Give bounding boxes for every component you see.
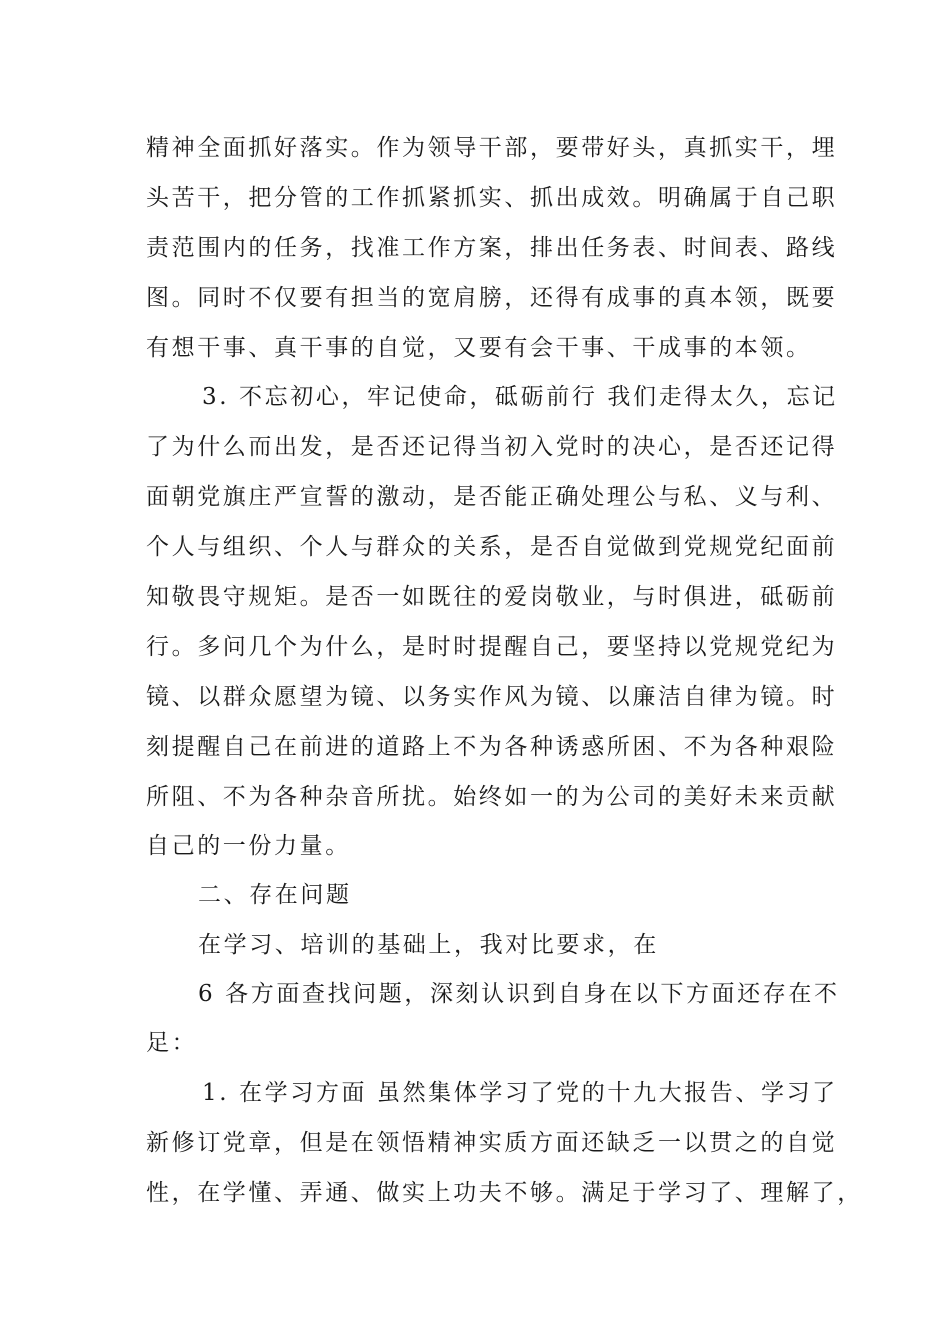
text-line-4: 图。同时不仅要有担当的宽肩膀，还得有成事的真本领，既要 — [146, 285, 838, 311]
text-line-9: 个人与组织、个人与群众的关系，是否自觉做到党规党纪面前 — [146, 534, 838, 560]
text-line-19: 足： — [146, 1030, 198, 1056]
text-line-18: 6 各方面查找问题，深刻认识到自身在以下方面还存在不 — [198, 981, 840, 1007]
text-line-1: 精神全面抓好落实。作为领导干部，要带好头，真抓实干，埋 — [146, 135, 838, 161]
text-line-12: 镜、以群众愿望为镜、以务实作风为镜、以廉洁自律为镜。时 — [146, 684, 838, 710]
text-line-2: 头苦干，把分管的工作抓紧抓实、抓出成效。明确属于自己职 — [146, 185, 838, 211]
text-line-7: 了为什么而出发，是否还记得当初入党时的决心，是否还记得 — [146, 434, 838, 460]
text-line-10: 知敬畏守规矩。是否一如既往的爱岗敬业，与时俱进，砥砺前 — [146, 584, 838, 610]
text-line-14: 所阻、不为各种杂音所扰。始终如一的为公司的美好未来贡献 — [146, 784, 838, 810]
text-line-11: 行。多问几个为什么，是时时提醒自己，要坚持以党规党纪为 — [146, 634, 838, 660]
text-line-8: 面朝党旗庄严宣誓的激动，是否能正确处理公与私、义与利、 — [146, 484, 838, 510]
text-line-22: 性，在学懂、弄通、做实上功夫不够。满足于学习了、理解了， — [146, 1180, 863, 1206]
text-line-6: 3. 不忘初心，牢记使命，砥砺前行 我们走得太久，忘记 — [202, 384, 838, 410]
text-line-5: 有想干事、真干事的自觉，又要有会干事、干成事的本领。 — [146, 335, 812, 361]
text-line-13: 刻提醒自己在前进的道路上不为各种诱惑所困、不为各种艰险 — [146, 734, 838, 760]
text-line-3: 责范围内的任务，找准工作方案，排出任务表、时间表、路线 — [146, 235, 838, 261]
text-line-21: 新修订党章，但是在领悟精神实质方面还缺乏一以贯之的自觉 — [146, 1130, 838, 1156]
text-line-15: 自己的一份力量。 — [146, 833, 351, 859]
section-heading: 二、存在问题 — [198, 882, 352, 908]
text-line-17: 在学习、培训的基础上，我对比要求，在 — [198, 932, 659, 958]
text-line-20: 1. 在学习方面 虽然集体学习了党的十九大报告、学习了 — [202, 1080, 838, 1106]
